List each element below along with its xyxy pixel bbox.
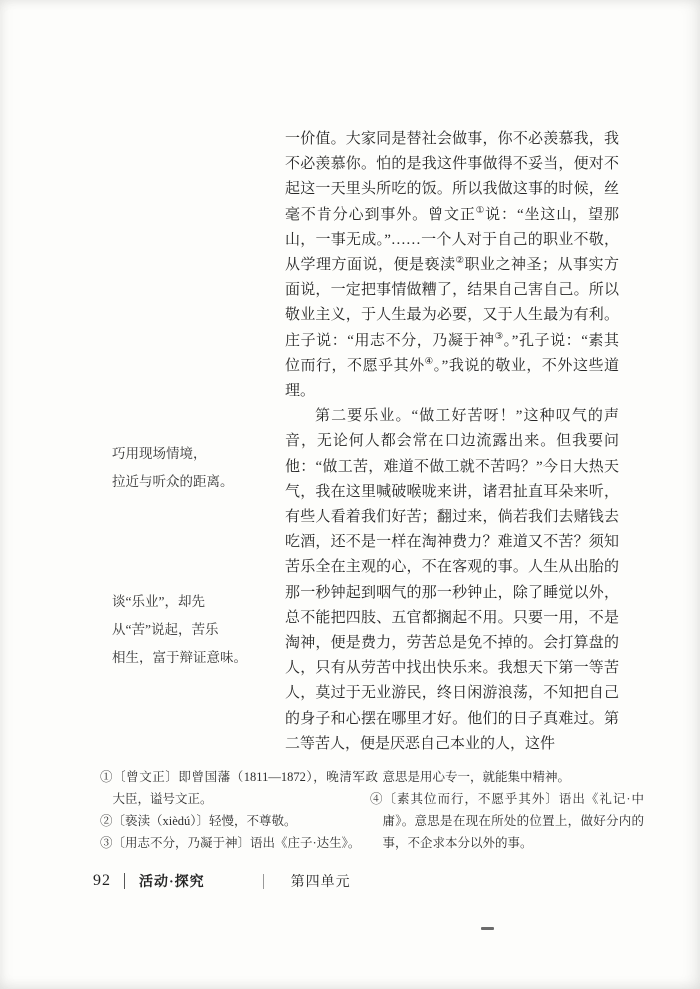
- main-text-column: [285, 127, 619, 757]
- paragraph: 一价值。大家同是替社会做事，你不必羡慕我，我不必羡慕你。怕的是我这件事做得不妥当，便对不起这一天里头所吃的饭。所以我做这事的时候，丝毫不肯分心到事外。曾文正①说：“坐这山，望那山，一事无成。”……一个人对于自己的职业不敬，从学理方面说，便是亵渎②职业之神圣；从事实方面说，一定把事情做糟了，结果自己害自己。所以敬业主义，于人生最为必要，又于人生最为有利。庄子说：“用志不分，乃凝于神③。”孔子说：“素其位而行，不愿乎其外④。”我说的敬业，不外这些道理。: [285, 131, 619, 400]
- margin-note-line: 相生，富于辩证意味。: [112, 650, 247, 665]
- footer-unit-title: 第四单元: [290, 875, 351, 890]
- scan-artifact-dash: [481, 927, 494, 930]
- margin-note-line: 巧用现场情境，: [112, 446, 207, 461]
- footnote-entry: ②〔亵渎（xièdú）〕轻慢，不尊敬。: [100, 814, 297, 828]
- footnote-ref: ③: [494, 331, 504, 342]
- footnote-entry: ③〔用志不分，乃凝于神〕语出《庄子·达生》。: [100, 836, 361, 850]
- footnote-ref: ④: [424, 356, 434, 367]
- footer-divider-right: [263, 874, 264, 889]
- page-number: 92: [93, 872, 111, 889]
- footnotes: [100, 766, 660, 866]
- footer-divider-left: [124, 873, 125, 889]
- footnote-entry: ①〔曾文正〕即曾国藩（1811—1872），晚清军政大臣，谥号文正。: [100, 770, 378, 806]
- page-footer: [93, 870, 351, 892]
- footnotes-right-column: [370, 766, 644, 854]
- margin-note-line: 拉近与听众的距离。: [112, 474, 234, 489]
- footnotes-left-column: [100, 766, 378, 854]
- footnote-ref: ②: [455, 256, 465, 267]
- footnote-entry: ④〔素其位而行，不愿乎其外〕语出《礼记·中庸》。意思是在现在所处的位置上，做好分内的事，不企求本分以外的事。: [370, 792, 644, 850]
- margin-note-line: 谈“乐业”，却先: [112, 594, 205, 609]
- footnote-entry: 意思是用心专一，就能集中精神。: [382, 770, 571, 784]
- paragraph: 第二要乐业。“做工好苦呀！”这种叹气的声音，无论何人都会常在口边流露出来。但我要问他：“做工苦，难道不做工就不苦吗？”今日大热天气，我在这里喊破喉咙来讲，诸君扯直耳朵来听，有些人看着我们好苦；翻过来，倘若我们去赌钱去吃酒，还不是一样在淘神费力？难道又不苦？须知苦乐全在主观的心，不在客观的事。人生从出胎的那一秒钟起到咽气的那一秒钟止，除了睡觉以外，总不能把四肢、五官都搁起不用。只要一用，不是淘神，便是费力，劳苦总是免不掉的。会打算盘的人，只有从劳苦中找出快乐来。我想天下第一等苦人，莫过于无业游民，终日闲游浪荡，不知把自己的身子和心摆在哪里才好。他们的日子真难过。第二等苦人，便是厌恶自己本业的人，这件: [285, 408, 619, 752]
- margin-note-rhetoric: [112, 440, 262, 496]
- footer-section-title: 活动·探究: [139, 875, 205, 890]
- footnote-ref: ①: [475, 205, 486, 216]
- margin-note-line: 从“苦”说起，苦乐: [112, 622, 219, 637]
- margin-note-dialectic: [112, 588, 262, 672]
